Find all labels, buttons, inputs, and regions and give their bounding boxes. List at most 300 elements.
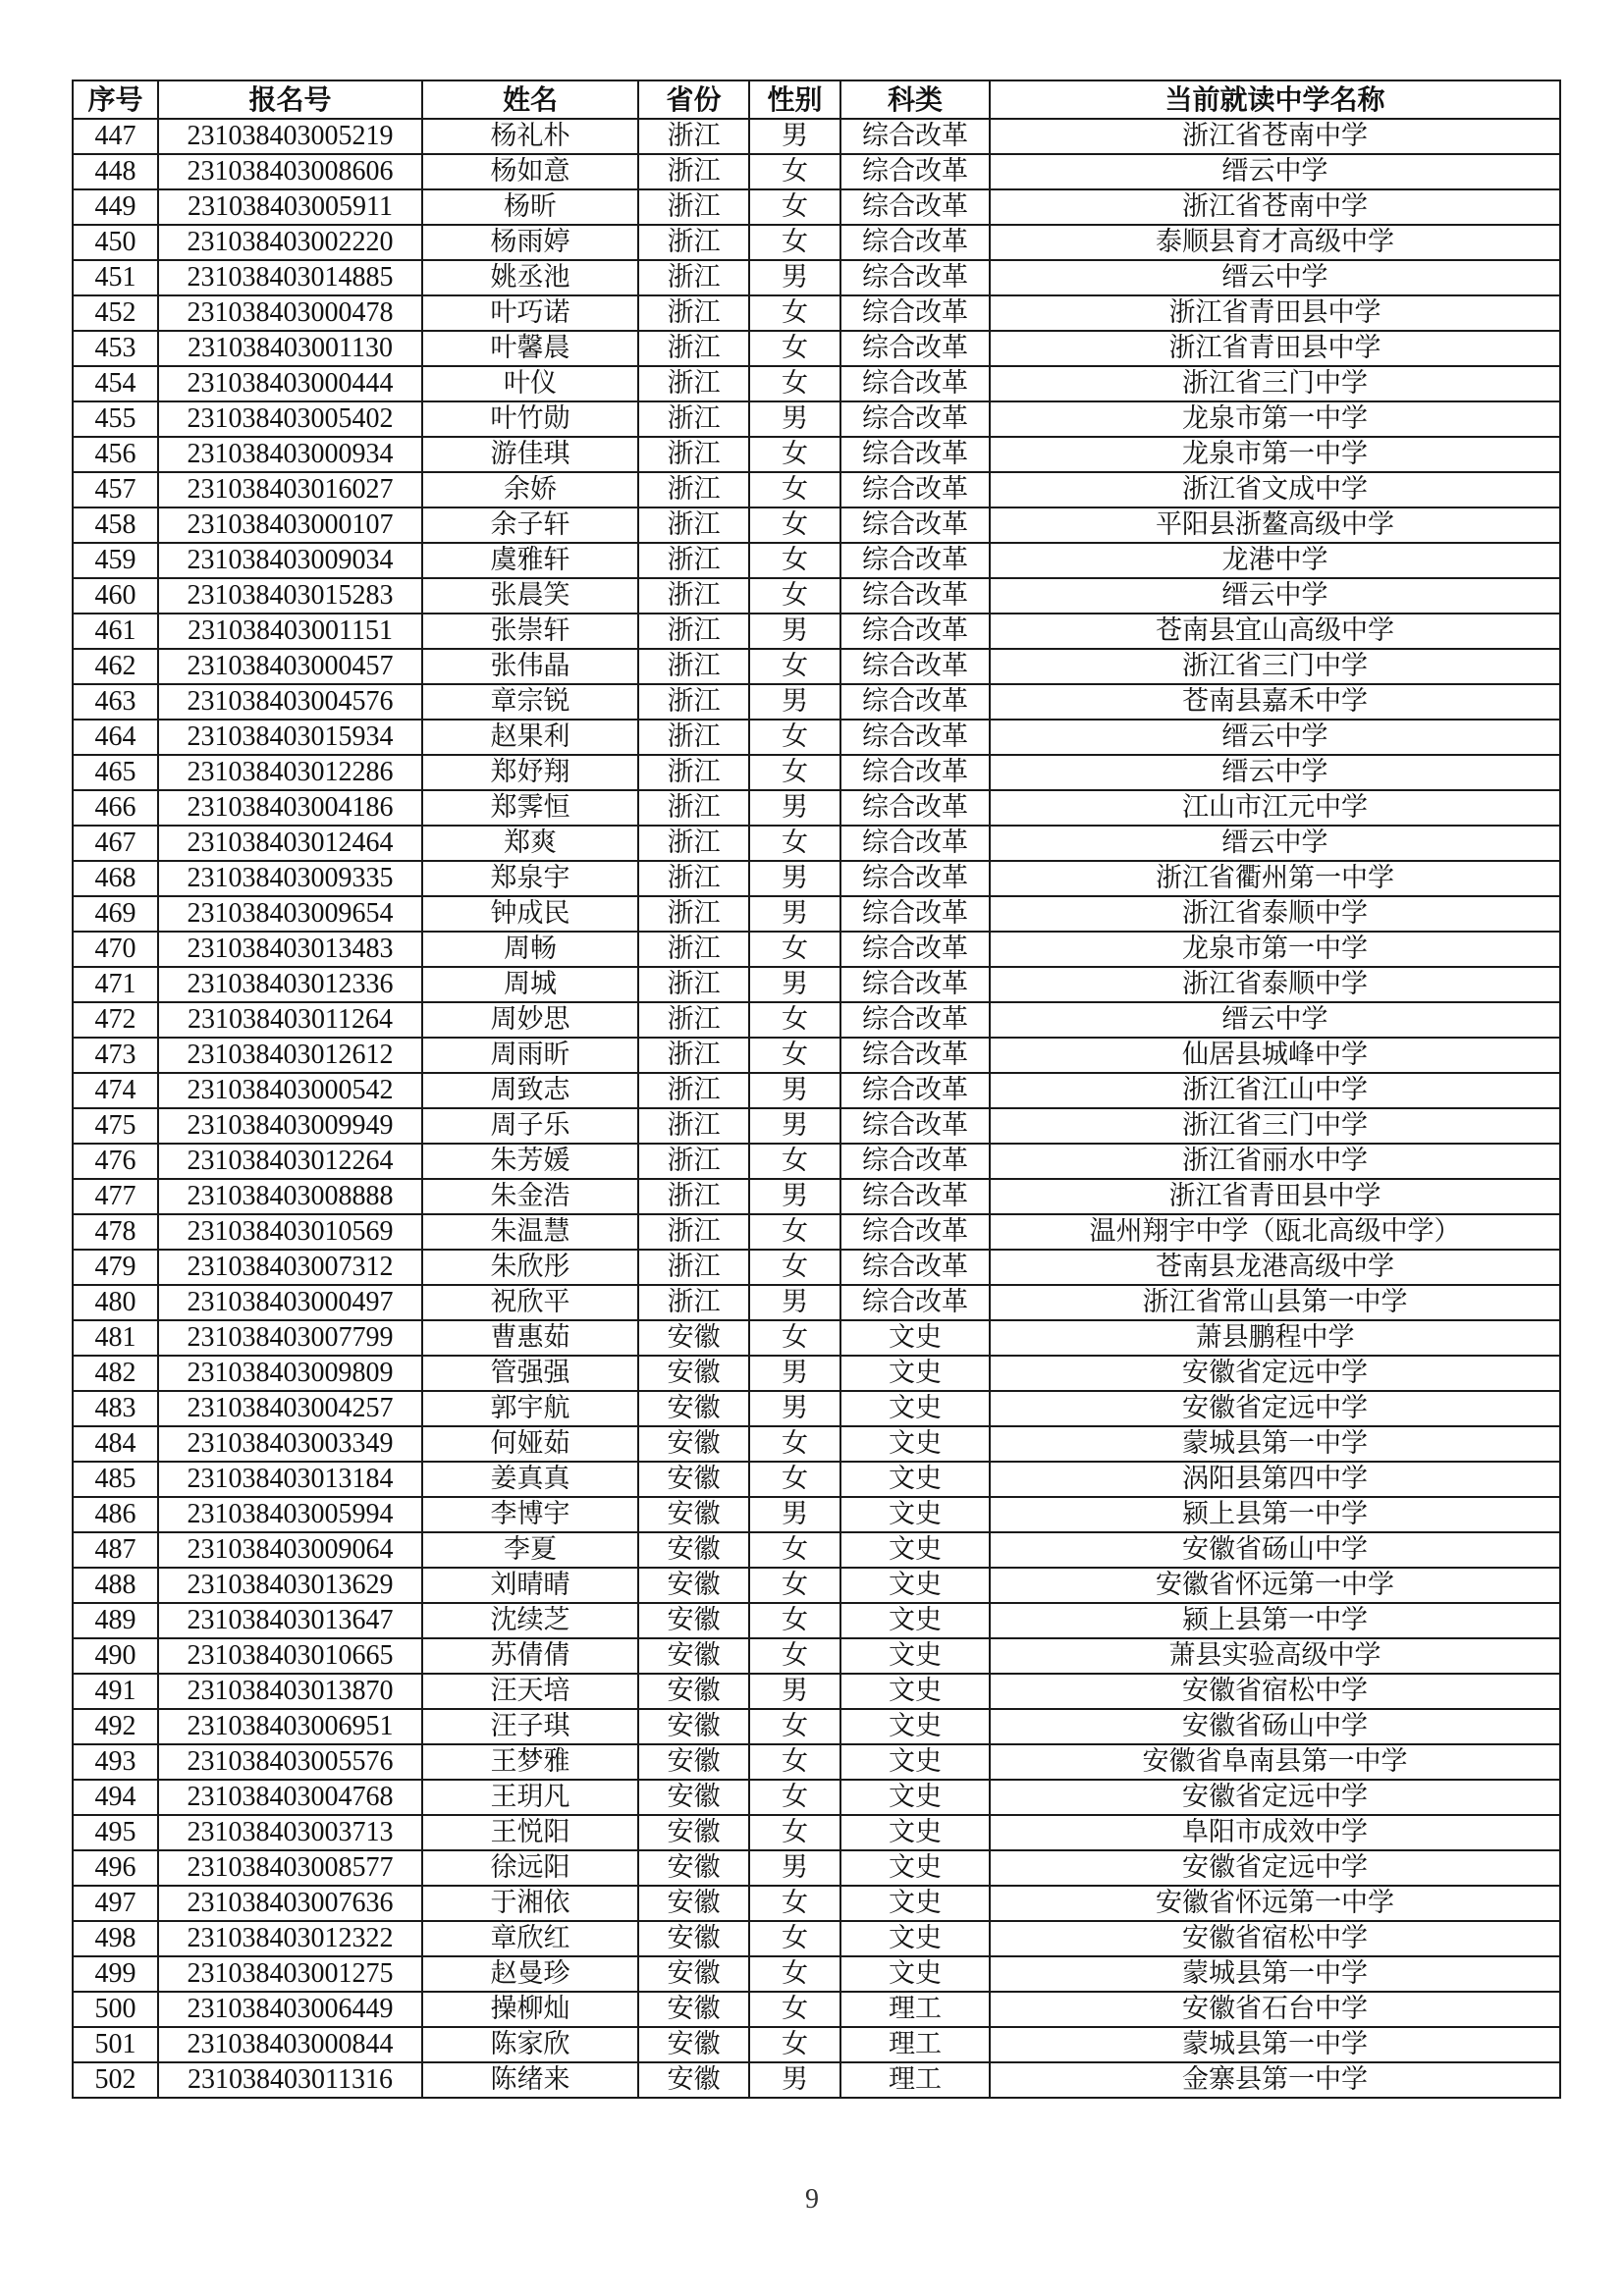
table-row: [73, 225, 1560, 260]
cell-province: 浙江: [638, 154, 749, 189]
cell-seq: 456: [73, 437, 158, 472]
table-row: [73, 578, 1560, 614]
cell-school: 安徽省宿松中学: [990, 1921, 1560, 1956]
cell-category: 综合改革: [840, 649, 990, 684]
cell-reg-no: 231038403014885: [158, 260, 422, 295]
cell-gender: 男: [749, 684, 840, 720]
cell-school: 蒙城县第一中学: [990, 1956, 1560, 1992]
cell-seq: 449: [73, 189, 158, 225]
cell-name: 汪子琪: [422, 1709, 638, 1744]
cell-name: 叶馨晨: [422, 331, 638, 366]
cell-province: 安徽: [638, 1603, 749, 1638]
cell-province: 浙江: [638, 649, 749, 684]
cell-school: 江山市江元中学: [990, 790, 1560, 826]
cell-reg-no: 231038403015934: [158, 720, 422, 755]
cell-reg-no: 231038403003349: [158, 1426, 422, 1462]
cell-school: 安徽省石台中学: [990, 1992, 1560, 2027]
cell-reg-no: 231038403012464: [158, 826, 422, 861]
cell-category: 综合改革: [840, 295, 990, 331]
cell-school: 缙云中学: [990, 755, 1560, 790]
cell-reg-no: 231038403012612: [158, 1038, 422, 1073]
cell-reg-no: 231038403000844: [158, 2027, 422, 2062]
cell-gender: 男: [749, 401, 840, 437]
cell-province: 安徽: [638, 1674, 749, 1709]
cell-reg-no: 231038403000497: [158, 1285, 422, 1320]
cell-name: 王梦雅: [422, 1744, 638, 1780]
cell-reg-no: 231038403007799: [158, 1320, 422, 1356]
cell-school: 龙泉市第一中学: [990, 932, 1560, 967]
cell-gender: 女: [749, 507, 840, 543]
cell-reg-no: 231038403001151: [158, 614, 422, 649]
cell-category: 综合改革: [840, 1250, 990, 1285]
table-row: [73, 2027, 1560, 2062]
cell-reg-no: 231038403009949: [158, 1108, 422, 1144]
cell-seq: 502: [73, 2062, 158, 2098]
table-row: [73, 1462, 1560, 1497]
cell-name: 何娅茹: [422, 1426, 638, 1462]
header-school: 当前就读中学名称: [990, 80, 1560, 119]
cell-province: 浙江: [638, 684, 749, 720]
cell-province: 安徽: [638, 1532, 749, 1568]
cell-province: 浙江: [638, 1214, 749, 1250]
cell-name: 刘晴晴: [422, 1568, 638, 1603]
table-row: [73, 331, 1560, 366]
cell-name: 虞雅轩: [422, 543, 638, 578]
cell-reg-no: 231038403012336: [158, 967, 422, 1002]
cell-category: 文史: [840, 1815, 990, 1850]
cell-name: 张崇轩: [422, 614, 638, 649]
cell-gender: 女: [749, 1638, 840, 1674]
cell-seq: 459: [73, 543, 158, 578]
cell-reg-no: 231038403005911: [158, 189, 422, 225]
cell-gender: 男: [749, 1073, 840, 1108]
cell-province: 浙江: [638, 225, 749, 260]
cell-name: 周雨昕: [422, 1038, 638, 1073]
cell-seq: 490: [73, 1638, 158, 1674]
header-row: [73, 80, 1560, 119]
cell-seq: 483: [73, 1391, 158, 1426]
cell-reg-no: 231038403005576: [158, 1744, 422, 1780]
cell-province: 安徽: [638, 2027, 749, 2062]
cell-category: 文史: [840, 1356, 990, 1391]
cell-province: 浙江: [638, 507, 749, 543]
cell-gender: 女: [749, 826, 840, 861]
cell-seq: 480: [73, 1285, 158, 1320]
cell-category: 综合改革: [840, 472, 990, 507]
cell-gender: 女: [749, 1886, 840, 1921]
cell-reg-no: 231038403001130: [158, 331, 422, 366]
cell-school: 安徽省定远中学: [990, 1391, 1560, 1426]
cell-school: 平阳县浙鳌高级中学: [990, 507, 1560, 543]
cell-seq: 464: [73, 720, 158, 755]
cell-school: 安徽省定远中学: [990, 1356, 1560, 1391]
cell-name: 余子轩: [422, 507, 638, 543]
cell-school: 龙泉市第一中学: [990, 401, 1560, 437]
cell-province: 浙江: [638, 260, 749, 295]
cell-category: 综合改革: [840, 578, 990, 614]
table-row: [73, 1886, 1560, 1921]
cell-seq: 496: [73, 1850, 158, 1886]
cell-school: 苍南县龙港高级中学: [990, 1250, 1560, 1285]
cell-reg-no: 231038403000107: [158, 507, 422, 543]
cell-school: 仙居县城峰中学: [990, 1038, 1560, 1073]
cell-province: 浙江: [638, 1073, 749, 1108]
cell-gender: 男: [749, 1285, 840, 1320]
cell-school: 缙云中学: [990, 1002, 1560, 1038]
cell-gender: 女: [749, 1532, 840, 1568]
cell-name: 朱欣彤: [422, 1250, 638, 1285]
cell-school: 龙泉市第一中学: [990, 437, 1560, 472]
table-row: [73, 1426, 1560, 1462]
cell-province: 浙江: [638, 1144, 749, 1179]
cell-gender: 女: [749, 1320, 840, 1356]
cell-gender: 女: [749, 1709, 840, 1744]
cell-school: 蒙城县第一中学: [990, 1426, 1560, 1462]
table-row: [73, 826, 1560, 861]
table-row: [73, 189, 1560, 225]
cell-school: 萧县实验高级中学: [990, 1638, 1560, 1674]
table-row: [73, 720, 1560, 755]
table-row: [73, 1568, 1560, 1603]
cell-province: 浙江: [638, 1108, 749, 1144]
cell-school: 浙江省青田县中学: [990, 295, 1560, 331]
cell-reg-no: 231038403004257: [158, 1391, 422, 1426]
table-row: [73, 154, 1560, 189]
cell-province: 浙江: [638, 790, 749, 826]
table-row: [73, 1532, 1560, 1568]
cell-category: 文史: [840, 1426, 990, 1462]
header-gender: 性别: [749, 80, 840, 119]
table-row: [73, 932, 1560, 967]
cell-province: 安徽: [638, 1709, 749, 1744]
cell-seq: 473: [73, 1038, 158, 1073]
table-row: [73, 401, 1560, 437]
cell-school: 安徽省怀远第一中学: [990, 1568, 1560, 1603]
cell-category: 综合改革: [840, 1285, 990, 1320]
cell-name: 朱芳媛: [422, 1144, 638, 1179]
cell-province: 浙江: [638, 614, 749, 649]
cell-category: 综合改革: [840, 720, 990, 755]
cell-province: 安徽: [638, 1638, 749, 1674]
table-row: [73, 1956, 1560, 1992]
cell-seq: 499: [73, 1956, 158, 1992]
cell-name: 赵果利: [422, 720, 638, 755]
cell-school: 浙江省文成中学: [990, 472, 1560, 507]
cell-name: 姜真真: [422, 1462, 638, 1497]
cell-province: 浙江: [638, 578, 749, 614]
cell-seq: 471: [73, 967, 158, 1002]
cell-category: 文史: [840, 1532, 990, 1568]
cell-reg-no: 231038403006951: [158, 1709, 422, 1744]
cell-province: 浙江: [638, 295, 749, 331]
cell-province: 浙江: [638, 401, 749, 437]
cell-name: 朱温慧: [422, 1214, 638, 1250]
cell-school: 浙江省三门中学: [990, 1108, 1560, 1144]
cell-gender: 男: [749, 1850, 840, 1886]
table-row: [73, 1992, 1560, 2027]
table-row: [73, 1709, 1560, 1744]
cell-reg-no: 231038403011264: [158, 1002, 422, 1038]
table-row: [73, 1815, 1560, 1850]
cell-reg-no: 231038403010665: [158, 1638, 422, 1674]
cell-gender: 女: [749, 1956, 840, 1992]
cell-category: 文史: [840, 1850, 990, 1886]
cell-province: 浙江: [638, 1002, 749, 1038]
cell-reg-no: 231038403008606: [158, 154, 422, 189]
cell-province: 浙江: [638, 472, 749, 507]
cell-category: 综合改革: [840, 1214, 990, 1250]
cell-name: 张伟晶: [422, 649, 638, 684]
table-row: [73, 1391, 1560, 1426]
cell-school: 安徽省砀山中学: [990, 1709, 1560, 1744]
cell-gender: 男: [749, 119, 840, 154]
cell-reg-no: 231038403006449: [158, 1992, 422, 2027]
cell-province: 浙江: [638, 826, 749, 861]
cell-gender: 男: [749, 967, 840, 1002]
cell-province: 安徽: [638, 1780, 749, 1815]
cell-category: 综合改革: [840, 225, 990, 260]
cell-name: 周城: [422, 967, 638, 1002]
cell-province: 浙江: [638, 720, 749, 755]
cell-province: 浙江: [638, 967, 749, 1002]
cell-gender: 女: [749, 331, 840, 366]
cell-seq: 497: [73, 1886, 158, 1921]
table-row: [73, 1744, 1560, 1780]
cell-category: 综合改革: [840, 1108, 990, 1144]
cell-school: 浙江省三门中学: [990, 649, 1560, 684]
cell-gender: 男: [749, 1391, 840, 1426]
cell-reg-no: 231038403016027: [158, 472, 422, 507]
cell-seq: 482: [73, 1356, 158, 1391]
cell-gender: 男: [749, 260, 840, 295]
cell-gender: 男: [749, 896, 840, 932]
cell-name: 苏倩倩: [422, 1638, 638, 1674]
table-row: [73, 790, 1560, 826]
cell-gender: 女: [749, 1815, 840, 1850]
cell-name: 赵曼珍: [422, 1956, 638, 1992]
cell-reg-no: 231038403013870: [158, 1674, 422, 1709]
cell-school: 泰顺县育才高级中学: [990, 225, 1560, 260]
cell-name: 郭宇航: [422, 1391, 638, 1426]
cell-province: 浙江: [638, 366, 749, 401]
table-row: [73, 896, 1560, 932]
cell-seq: 501: [73, 2027, 158, 2062]
cell-reg-no: 231038403000457: [158, 649, 422, 684]
cell-school: 阜阳市成效中学: [990, 1815, 1560, 1850]
cell-gender: 女: [749, 1780, 840, 1815]
table-row: [73, 1780, 1560, 1815]
cell-category: 综合改革: [840, 401, 990, 437]
cell-name: 陈绪来: [422, 2062, 638, 2098]
cell-province: 安徽: [638, 1992, 749, 2027]
cell-category: 综合改革: [840, 826, 990, 861]
cell-reg-no: 231038403010569: [158, 1214, 422, 1250]
cell-school: 浙江省常山县第一中学: [990, 1285, 1560, 1320]
cell-category: 综合改革: [840, 1073, 990, 1108]
cell-seq: 469: [73, 896, 158, 932]
cell-category: 文史: [840, 1320, 990, 1356]
cell-reg-no: 231038403015283: [158, 578, 422, 614]
cell-seq: 470: [73, 932, 158, 967]
cell-gender: 女: [749, 366, 840, 401]
table-row: [73, 1038, 1560, 1073]
cell-seq: 488: [73, 1568, 158, 1603]
cell-category: 文史: [840, 1603, 990, 1638]
cell-gender: 女: [749, 1568, 840, 1603]
cell-reg-no: 231038403008577: [158, 1850, 422, 1886]
cell-seq: 450: [73, 225, 158, 260]
cell-province: 安徽: [638, 1497, 749, 1532]
cell-reg-no: 231038403007636: [158, 1886, 422, 1921]
cell-province: 浙江: [638, 896, 749, 932]
cell-school: 金寨县第一中学: [990, 2062, 1560, 2098]
cell-name: 杨雨婷: [422, 225, 638, 260]
cell-seq: 481: [73, 1320, 158, 1356]
table-row: [73, 119, 1560, 154]
cell-seq: 474: [73, 1073, 158, 1108]
cell-reg-no: 231038403003713: [158, 1815, 422, 1850]
table-row: [73, 2062, 1560, 2098]
cell-school: 浙江省江山中学: [990, 1073, 1560, 1108]
cell-seq: 494: [73, 1780, 158, 1815]
cell-reg-no: 231038403000934: [158, 437, 422, 472]
cell-seq: 454: [73, 366, 158, 401]
cell-school: 浙江省衢州第一中学: [990, 861, 1560, 896]
cell-category: 文史: [840, 1886, 990, 1921]
cell-name: 管强强: [422, 1356, 638, 1391]
cell-province: 浙江: [638, 1038, 749, 1073]
cell-province: 安徽: [638, 1850, 749, 1886]
cell-seq: 485: [73, 1462, 158, 1497]
cell-gender: 女: [749, 295, 840, 331]
cell-seq: 476: [73, 1144, 158, 1179]
cell-category: 文史: [840, 1921, 990, 1956]
cell-seq: 495: [73, 1815, 158, 1850]
cell-seq: 472: [73, 1002, 158, 1038]
header-reg-no: 报名号: [158, 80, 422, 119]
table-row: [73, 1073, 1560, 1108]
cell-seq: 448: [73, 154, 158, 189]
cell-province: 安徽: [638, 1320, 749, 1356]
cell-category: 综合改革: [840, 1002, 990, 1038]
cell-province: 浙江: [638, 119, 749, 154]
table-row: [73, 1320, 1560, 1356]
cell-seq: 451: [73, 260, 158, 295]
cell-gender: 男: [749, 1356, 840, 1391]
cell-province: 安徽: [638, 2062, 749, 2098]
cell-name: 叶巧诺: [422, 295, 638, 331]
cell-gender: 男: [749, 1108, 840, 1144]
cell-category: 综合改革: [840, 260, 990, 295]
cell-seq: 463: [73, 684, 158, 720]
admission-list-table: [72, 80, 1561, 2099]
table-row: [73, 295, 1560, 331]
cell-seq: 492: [73, 1709, 158, 1744]
cell-school: 浙江省青田县中学: [990, 1179, 1560, 1214]
cell-seq: 500: [73, 1992, 158, 2027]
cell-seq: 468: [73, 861, 158, 896]
cell-province: 浙江: [638, 1250, 749, 1285]
cell-category: 综合改革: [840, 1038, 990, 1073]
cell-reg-no: 231038403005402: [158, 401, 422, 437]
cell-province: 安徽: [638, 1815, 749, 1850]
cell-gender: 男: [749, 614, 840, 649]
cell-category: 综合改革: [840, 543, 990, 578]
cell-gender: 男: [749, 1179, 840, 1214]
table-row: [73, 1638, 1560, 1674]
cell-school: 安徽省宿松中学: [990, 1674, 1560, 1709]
cell-school: 缙云中学: [990, 260, 1560, 295]
cell-reg-no: 231038403005219: [158, 119, 422, 154]
cell-reg-no: 231038403004768: [158, 1780, 422, 1815]
cell-name: 汪天培: [422, 1674, 638, 1709]
header-name: 姓名: [422, 80, 638, 119]
cell-category: 综合改革: [840, 119, 990, 154]
cell-school: 涡阳县第四中学: [990, 1462, 1560, 1497]
cell-category: 综合改革: [840, 932, 990, 967]
cell-category: 文史: [840, 1709, 990, 1744]
cell-name: 张晨笑: [422, 578, 638, 614]
cell-reg-no: 231038403009809: [158, 1356, 422, 1391]
cell-seq: 455: [73, 401, 158, 437]
cell-seq: 491: [73, 1674, 158, 1709]
cell-reg-no: 231038403005994: [158, 1497, 422, 1532]
cell-reg-no: 231038403009335: [158, 861, 422, 896]
cell-category: 文史: [840, 1391, 990, 1426]
cell-category: 综合改革: [840, 790, 990, 826]
cell-name: 徐远阳: [422, 1850, 638, 1886]
cell-category: 文史: [840, 1780, 990, 1815]
cell-category: 理工: [840, 2027, 990, 2062]
table-row: [73, 684, 1560, 720]
cell-seq: 462: [73, 649, 158, 684]
cell-category: 文史: [840, 1956, 990, 1992]
cell-reg-no: 231038403008888: [158, 1179, 422, 1214]
cell-seq: 487: [73, 1532, 158, 1568]
cell-reg-no: 231038403012322: [158, 1921, 422, 1956]
cell-school: 安徽省定远中学: [990, 1850, 1560, 1886]
cell-name: 郑霁恒: [422, 790, 638, 826]
cell-reg-no: 231038403013629: [158, 1568, 422, 1603]
cell-school: 蒙城县第一中学: [990, 2027, 1560, 2062]
cell-category: 综合改革: [840, 331, 990, 366]
cell-school: 温州翔宇中学（瓯北高级中学）: [990, 1214, 1560, 1250]
cell-reg-no: 231038403002220: [158, 225, 422, 260]
cell-seq: 479: [73, 1250, 158, 1285]
cell-category: 文史: [840, 1462, 990, 1497]
cell-gender: 女: [749, 1144, 840, 1179]
cell-gender: 女: [749, 1744, 840, 1780]
cell-category: 文史: [840, 1744, 990, 1780]
table-row: [73, 1603, 1560, 1638]
cell-school: 浙江省丽水中学: [990, 1144, 1560, 1179]
cell-name: 于湘依: [422, 1886, 638, 1921]
cell-seq: 461: [73, 614, 158, 649]
cell-gender: 女: [749, 1992, 840, 2027]
cell-gender: 女: [749, 2027, 840, 2062]
cell-gender: 男: [749, 861, 840, 896]
cell-seq: 477: [73, 1179, 158, 1214]
cell-name: 曹惠茹: [422, 1320, 638, 1356]
cell-school: 安徽省怀远第一中学: [990, 1886, 1560, 1921]
cell-reg-no: 231038403009064: [158, 1532, 422, 1568]
cell-school: 苍南县嘉禾中学: [990, 684, 1560, 720]
cell-category: 综合改革: [840, 896, 990, 932]
cell-school: 颍上县第一中学: [990, 1603, 1560, 1638]
cell-name: 祝欣平: [422, 1285, 638, 1320]
cell-name: 周妙思: [422, 1002, 638, 1038]
cell-name: 郑泉宇: [422, 861, 638, 896]
